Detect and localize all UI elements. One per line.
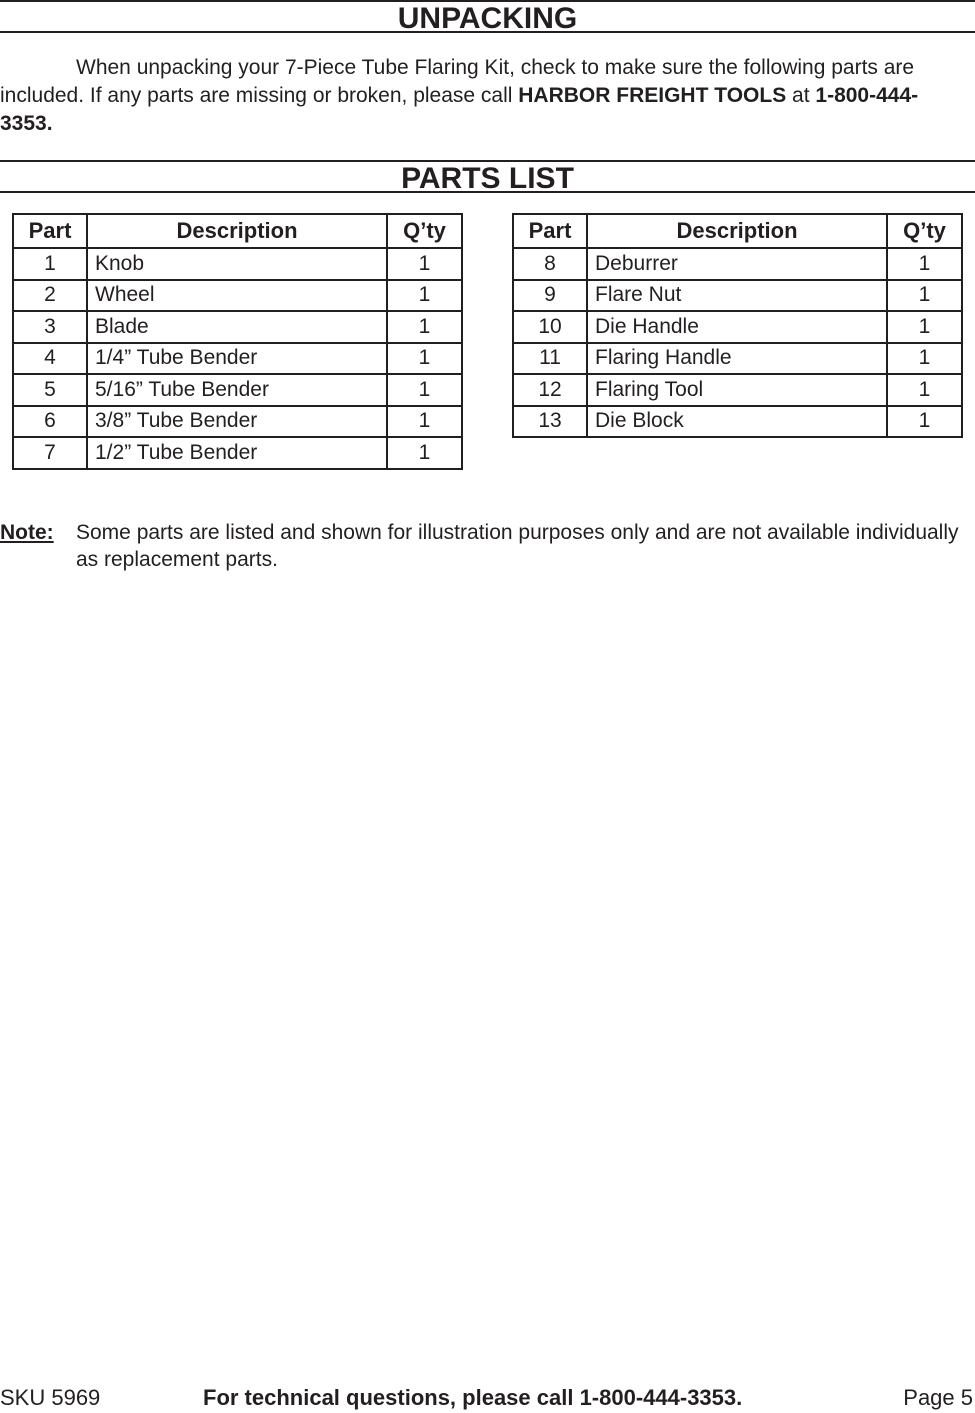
table-row xyxy=(13,280,462,312)
part-description: Die Handle xyxy=(587,311,887,343)
header-qty: Q’ty xyxy=(387,214,462,248)
intro-text-2: at xyxy=(786,84,816,107)
part-description: Blade xyxy=(87,311,387,343)
note-label: Note: xyxy=(0,521,54,544)
part-number: 9 xyxy=(513,280,587,312)
table-row xyxy=(13,248,462,280)
table-row xyxy=(13,311,462,343)
part-number: 3 xyxy=(13,311,87,343)
part-number: 10 xyxy=(513,311,587,343)
parts-table-right xyxy=(512,213,963,438)
part-qty: 1 xyxy=(387,280,462,312)
part-description: Knob xyxy=(87,248,387,280)
table-header-row xyxy=(513,214,962,248)
table-header-row xyxy=(13,214,462,248)
part-description: Flaring Handle xyxy=(587,343,887,375)
part-number: 13 xyxy=(513,406,587,438)
part-description: Die Block xyxy=(587,406,887,438)
page-footer xyxy=(0,1383,975,1413)
company-name: HARBOR FREIGHT TOOLS xyxy=(518,84,787,107)
footer-page-number: Page 5 xyxy=(903,1385,973,1410)
part-qty: 1 xyxy=(887,280,962,312)
part-qty: 1 xyxy=(887,311,962,343)
footer-tech-support: For technical questions, please call 1-800-444-3353. xyxy=(203,1385,743,1410)
part-number: 8 xyxy=(513,248,587,280)
table-row xyxy=(513,374,962,406)
parts-table-left xyxy=(12,213,463,470)
parts-list-heading: PARTS LIST xyxy=(0,160,975,193)
part-qty: 1 xyxy=(887,406,962,438)
table-row xyxy=(13,343,462,375)
part-number: 2 xyxy=(13,280,87,312)
intro-text-1: When unpacking your 7-Piece Tube Flaring Kit, check to make sure the following parts are included. If any parts are missing or broken, please call xyxy=(0,56,915,107)
part-number: 11 xyxy=(513,343,587,375)
part-description: Deburrer xyxy=(587,248,887,280)
part-qty: 1 xyxy=(387,374,462,406)
part-description: Wheel xyxy=(87,280,387,312)
table-row xyxy=(513,280,962,312)
part-number: 6 xyxy=(13,406,87,438)
part-number: 4 xyxy=(13,343,87,375)
part-qty: 1 xyxy=(887,248,962,280)
part-description: 1/4” Tube Bender xyxy=(87,343,387,375)
part-description: Flaring Tool xyxy=(587,374,887,406)
part-number: 7 xyxy=(13,437,87,469)
table-row xyxy=(513,343,962,375)
part-number: 12 xyxy=(513,374,587,406)
header-part: Part xyxy=(13,214,87,248)
table-row xyxy=(513,248,962,280)
part-number: 1 xyxy=(13,248,87,280)
header-description: Description xyxy=(587,214,887,248)
part-qty: 1 xyxy=(387,437,462,469)
unpacking-heading: UNPACKING xyxy=(0,0,975,33)
unpacking-intro xyxy=(0,54,965,138)
header-part: Part xyxy=(513,214,587,248)
table-row xyxy=(513,406,962,438)
part-qty: 1 xyxy=(887,343,962,375)
part-description: 1/2” Tube Bender xyxy=(87,437,387,469)
note-block xyxy=(0,519,970,573)
part-description: 5/16” Tube Bender xyxy=(87,374,387,406)
part-number: 5 xyxy=(13,374,87,406)
table-row xyxy=(13,437,462,469)
part-qty: 1 xyxy=(387,406,462,438)
table-row xyxy=(513,311,962,343)
table-row xyxy=(13,374,462,406)
phone-number: 1-800-444-3353. xyxy=(0,84,919,135)
note-text: Some parts are listed and shown for illustration purposes only and are not available individually as replacement parts. xyxy=(76,521,959,571)
footer-sku: SKU 5969 xyxy=(0,1385,101,1410)
part-qty: 1 xyxy=(887,374,962,406)
part-description: 3/8” Tube Bender xyxy=(87,406,387,438)
part-description: Flare Nut xyxy=(587,280,887,312)
header-description: Description xyxy=(87,214,387,248)
part-qty: 1 xyxy=(387,311,462,343)
table-row xyxy=(13,406,462,438)
header-qty: Q’ty xyxy=(887,214,962,248)
part-qty: 1 xyxy=(387,248,462,280)
part-qty: 1 xyxy=(387,343,462,375)
